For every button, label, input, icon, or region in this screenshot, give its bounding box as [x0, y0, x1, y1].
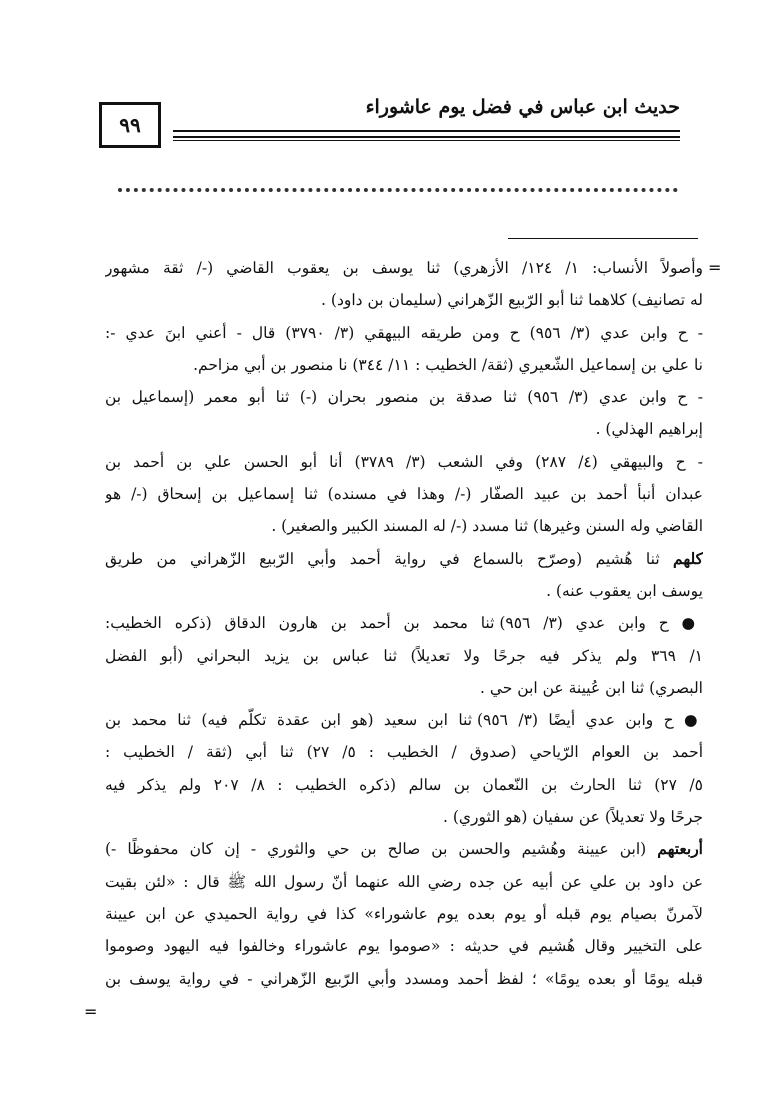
text-line: - ح وابن عدي (٣/ ٩٥٦) ثنا صدقة بن منصور بحران (-) ثنا أبو معمر (إسماعيل بن — [105, 388, 703, 407]
text-line: لآمرنّ بصيام يوم قبله أو يوم بعده يوم عاشوراء» كذا في رواية الحميدي عن ابن عيينة — [105, 904, 703, 923]
text-line: إبراهيم الهذلي) . — [595, 420, 703, 439]
text-line: - ح والبيهقي (٤/ ٢٨٧) وفي الشعب (٣/ ٣٧٨٩) أنا أبو الحسن علي بن أحمد بن — [105, 452, 703, 471]
text-line: القاضي وله السنن وغيرها) ثنا مسدد (-/ له المسند الكبير والصغير) . — [271, 517, 703, 536]
text-line: وأصولاً الأنساب: ١/ ١٢٤/ الأزهري) ثنا يوسف بن يعقوب القاضي (-/ ثقة مشهور — [105, 259, 703, 277]
text-line: أربعتهم (ابن عيينة وهُشيم والحسن بن صالح بن حي والثوري - إن كان محفوظًا -) — [105, 839, 703, 859]
text-line: جرحًا ولا تعديلاً) عن سفيان (هو الثوري) . — [443, 808, 703, 827]
dotted-separator — [118, 176, 678, 192]
text-line: له تصانيف) كلاهما ثنا أبو الرّبيع الزّهراني (سليمان بن داود) . — [321, 291, 703, 310]
text-line: - ح وابن عدي (٣/ ٩٥٦) ح ومن طريقه البيهقي (٣/ ٣٧٩٠) قال - أعني ابنَ عدي -: — [105, 323, 703, 342]
text-line: عبدان أنبأ أحمد بن عبيد الصفّار (-/ وهذا في مسنده) ثنا إسماعيل بن إسحاق (-/ هو — [105, 485, 703, 504]
text-line: عن داود بن علي عن أبيه عن جده رضي الله عنهما أنّ رسول الله ﷺ قال : «لئن بقيت — [105, 872, 703, 891]
footnote-text — [105, 252, 703, 995]
text-line: كلهم ثنا هُشيم (وصرّح بالسماع في رواية أحمد وأبي الرّبيع الزّهراني من طريق — [105, 548, 703, 568]
text-line: ١/ ٣٦٩ ولم يذكر فيه جرحًا ولا تعديلاً) ثنا عباس بن يزيد البحراني (أبو الفضل — [105, 646, 703, 665]
running-title: حديث ابن عباس في فضل يوم عاشوراء — [365, 96, 680, 118]
header-double-rule — [173, 130, 680, 138]
text-line: على التخيير وقال هُشيم في حديثه : «صوموا يوم عاشوراء وخالفوا فيه اليهود وصوموا — [105, 937, 703, 956]
footnote-separator — [508, 238, 698, 239]
text-line: يوسف ابن يعقوب عنه) . — [546, 581, 703, 600]
text-line: أحمد بن العوام الرّياحي (صدوق / الخطيب : ٥/ ٢٧) ثنا أبي (ثقة / الخطيب : — [105, 743, 703, 762]
page-header — [95, 90, 680, 160]
text-line: ● ح وابن عدي (٣/ ٩٥٦) ثنا محمد بن أحمد بن هارون الدقاق (ذكره الخطيب: — [105, 614, 703, 633]
text-line: ● ح وابن عدي أيضًا (٣/ ٩٥٦) ثنا ابن سعيد (هو ابن عقدة تكلّم فيه) ثنا محمد بن — [105, 711, 703, 730]
text-line: نا علي بن إسماعيل الشّعيري (ثقة/ الخطيب : ١١/ ٣٤٤) نا منصور بن أبي مزاحم. — [193, 355, 703, 374]
page-number: ٩٩ — [99, 102, 161, 148]
text-line: البصري) ثنا ابن عُيينة عن ابن حي . — [480, 678, 703, 697]
continuation-mark-bottom: = — [84, 1002, 98, 1021]
header-thin-rule — [173, 140, 680, 141]
text-line: قبله يومًا أو بعده يومًا» ؛ لفظ أحمد ومسدد وأبي الرّبيع الزّهراني - في رواية يوسف بن — [105, 969, 703, 988]
continuation-mark-top: = — [708, 258, 722, 277]
text-line: ٥/ ٢٧) ثنا الحارث بن النّعمان بن سالم (ذكره الخطيب : ٨/ ٢٠٧ ولم يذكر فيه — [105, 775, 703, 794]
